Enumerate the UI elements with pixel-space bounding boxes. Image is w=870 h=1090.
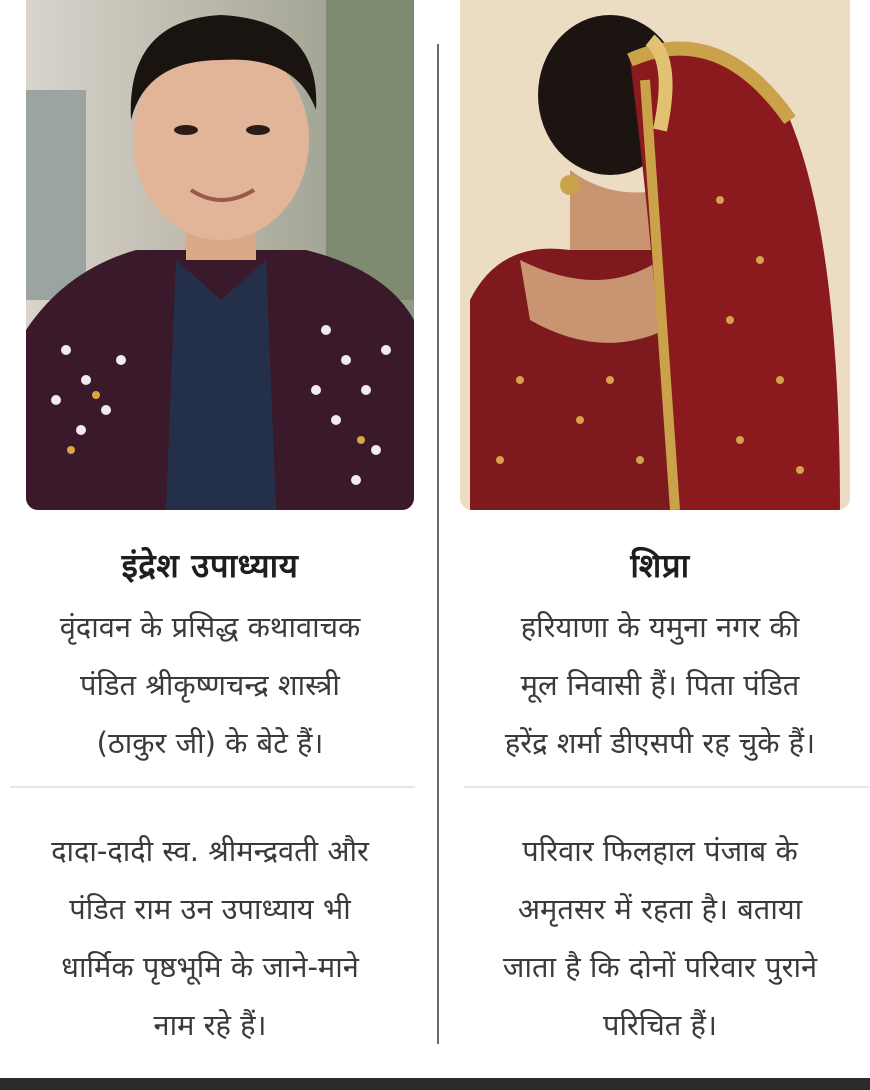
text-line: पंडित राम उन उपाध्याय भी [69,892,351,926]
bride-photo [460,0,850,510]
text-line: हरियाणा के यमुना नगर की [520,610,800,644]
text-line: दादा-दादी स्व. श्रीमन्द्रवती और [51,834,369,868]
text-line: हरेंद्र शर्मा डीएसपी रह चुके हैं। [504,726,816,760]
text-line: मूल निवासी हैं। पिता पंडित [520,668,800,702]
section-rule [464,786,869,788]
text-line: पंडित श्रीकृष्णचन्द्र शास्त्री [80,668,340,702]
groom-name: इंद्रेश उपाध्याय [121,546,299,585]
bride-name: शिप्रा [630,546,690,585]
text-line: नाम रहे हैं। [153,1008,267,1042]
text-line: परिचित हैं। [603,1008,717,1042]
groom-family-description [0,822,420,1054]
left-profile-column [0,0,420,1075]
groom-photo [26,0,414,510]
section-rule [10,786,415,788]
bride-description [450,598,870,772]
text-line: वृंदावन के प्रसिद्ध कथावाचक [59,610,361,644]
bride-illustration-image [460,0,850,510]
groom-description [0,598,420,772]
text-line: अमृतसर में रहता है। बताया [517,892,803,926]
bride-family-description [450,822,870,1054]
text-line: जाता है कि दोनों परिवार पुराने [502,950,818,984]
text-line: (ठाकुर जी) के बेटे हैं। [96,726,324,760]
text-line: धार्मिक पृष्ठभूमि के जाने-माने [61,950,359,984]
text-line: परिवार फिलहाल पंजाब के [522,834,798,868]
bottom-bar [0,1078,870,1090]
column-divider [437,44,439,1044]
groom-portrait-image [26,0,414,510]
right-profile-column [450,0,870,1075]
